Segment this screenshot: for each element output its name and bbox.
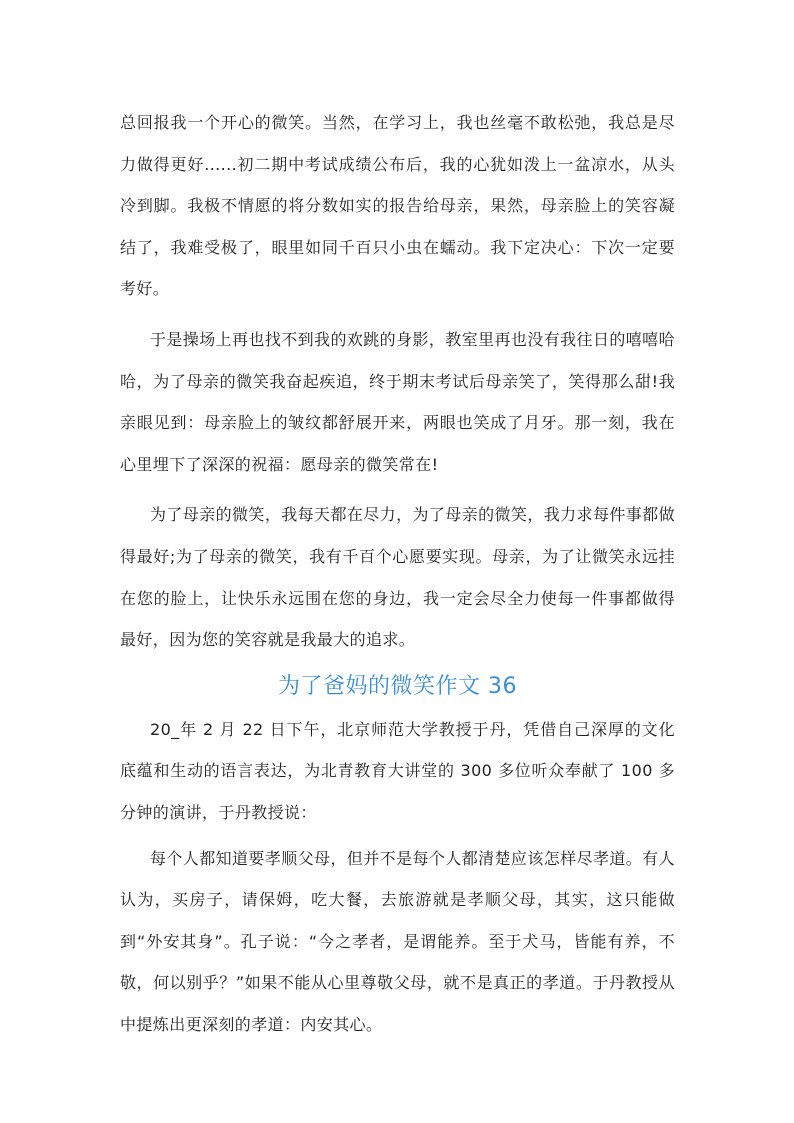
paragraph-lecture: 20_年 2 月 22 日下午，北京师范大学教授于丹，凭借自己深厚的文化底蕴和生动的语言表达，为北青教育大讲堂的 300 多位听众奉献了 100 多分钟的演讲，于丹教授说：: [120, 719, 675, 822]
paragraph-filial-piety: 每个人都知道要孝顺父母，但并不是每个人都清楚应该怎样尽孝道。有人认为，买房子，请保姆，吃大餐，去旅游就是孝顺父母，其实，这只能做到“外安其身”。孔子说：“今之孝者，是谓能养。至于犬马，皆能有养，不敬，何以别乎？”如果不能从心里尊敬父母，就不是真正的孝道。于丹教授从中提炼出更深刻的孝道：内安其心。: [120, 848, 675, 1034]
section-heading: 为了爸妈的微笑作文 36: [278, 673, 517, 699]
paragraph-mother-smile: 为了母亲的微笑，我每天都在尽力，为了母亲的微笑，我力求每件事都做得最好;为了母亲的微笑，我有千百个心愿要实现。母亲，为了让微笑永远挂在您的脸上，让快乐永远围在您的身边，我一定会尽全力使每一件事都做得最好，因为您的笑容就是我最大的追求。: [120, 505, 675, 650]
paragraph-continuation: 总回报我一个开心的微笑。当然，在学习上，我也丝毫不敢松弛，我总是尽力做得更好......初二期中考试成绩公布后，我的心犹如泼上一盆凉水，从头冷到脚。我极不情愿的将分数如实的报告给母亲，果然，母亲脸上的笑容凝结了，我难受极了，眼里如同千百只小虫在蠕动。我下定决心：下次一定要考好。: [120, 113, 675, 299]
document-page: [120, 102, 675, 1054]
paragraph-playground: 于是操场上再也找不到我的欢跳的身影，教室里再也没有我往日的嘻嘻哈哈，为了母亲的微笑我奋起疾追，终于期末考试后母亲笑了，笑得那么甜!我亲眼见到：母亲脸上的皱纹都舒展开来，两眼也笑成了月牙。那一刻，我在心里埋下了深深的祝福：愿母亲的微笑常在!: [120, 329, 675, 474]
